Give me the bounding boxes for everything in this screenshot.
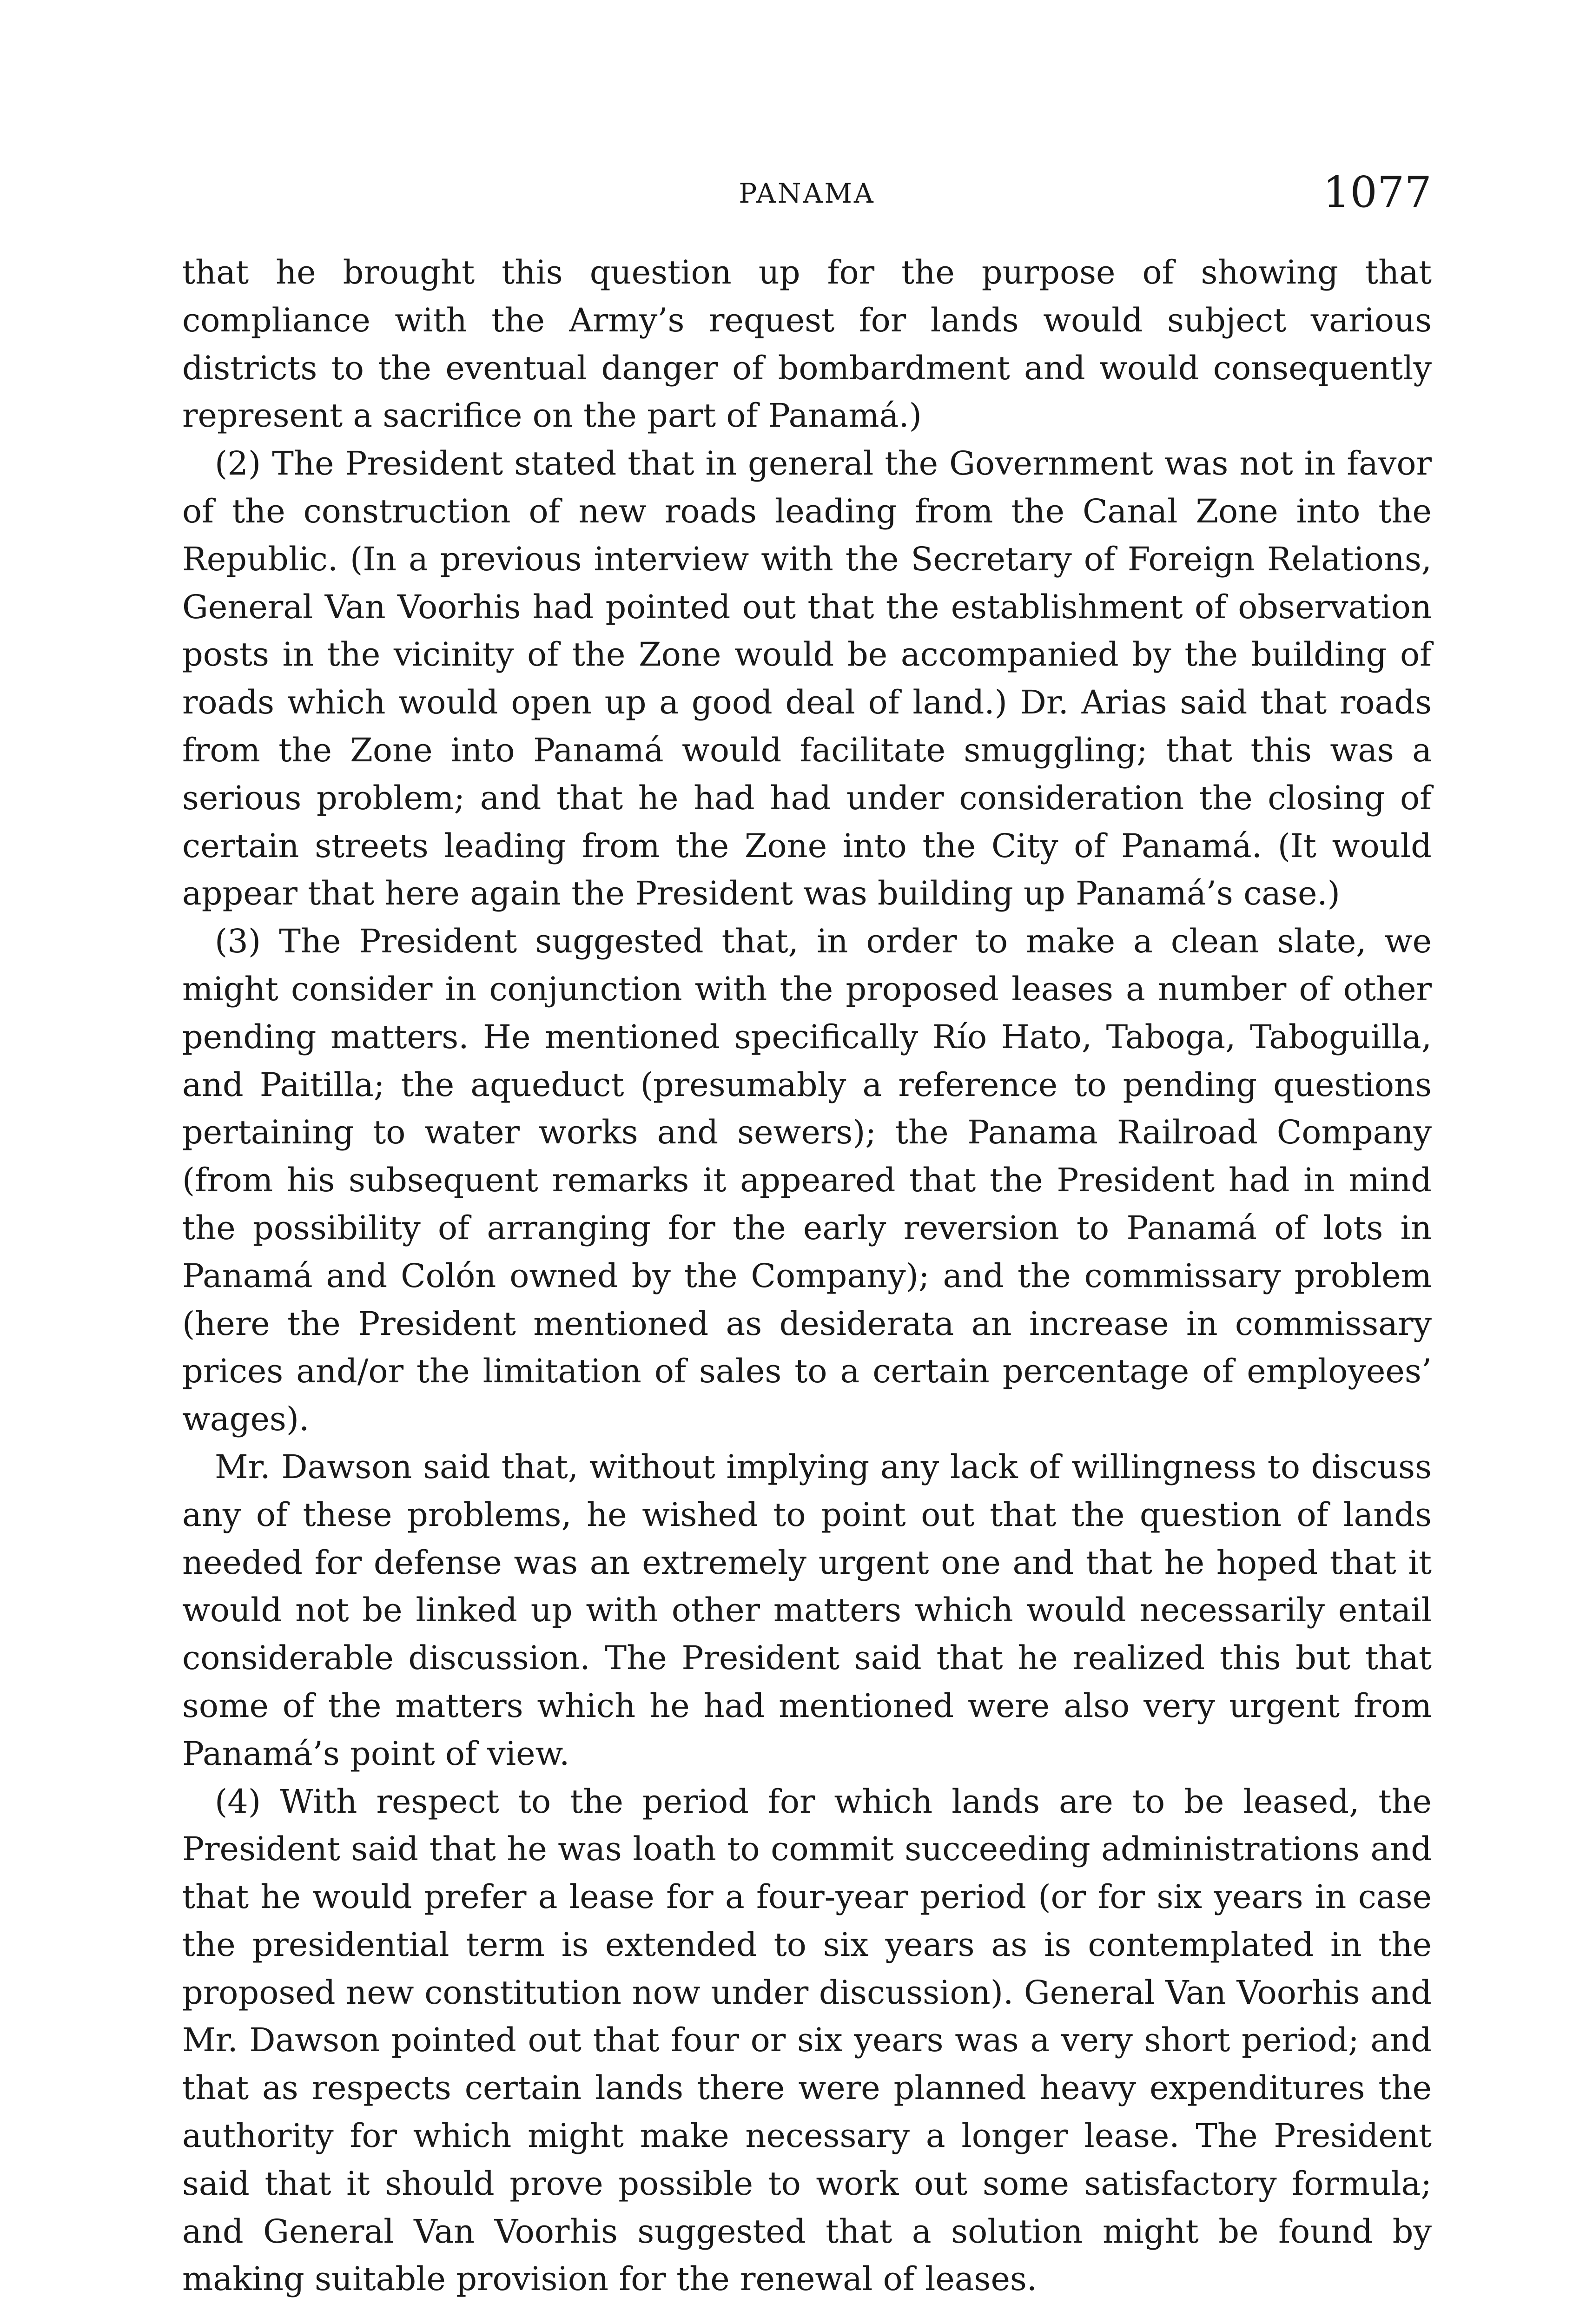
- running-head: [182, 167, 1432, 223]
- paragraph-point-3: (3) The President suggested that, in order to make a clean slate, we might consider in conjunction with the proposed leases a number of other pending matters. He mentioned specifically Río Hato, Taboga, Taboguilla, and Paitilla; the aqueduct (presumably a reference to pending questions pertaining to water works and sewers); the Panama Railroad Company (from his subsequent remarks it appeared that the President had in mind the possibility of arranging for the early reversion to Panamá of lots in Panamá and Colón owned by the Company); and the commissary problem (here the President mentioned as desiderata an increase in commissary prices and/or the limitation of sales to a certain percentage of employees’ wages).: [182, 922, 1432, 1439]
- paragraph-point-2: (2) The President stated that in general the Government was not in favor of the construction of new roads leading from the Canal Zone into the Republic. (In a previous interview with the Secretary of Foreign Relations, General Van Voorhis had pointed out that the establishment of observation posts in the vicinity of the Zone would be accompanied by the building of roads which would open up a good deal of land.) Dr. Arias said that roads from the Zone into Panamá would facilitate smuggling; that this was a serious problem; and that he had had under consideration the closing of certain streets leading from the Zone into the City of Panamá. (It would appear that here again the President was building up Panamá’s case.): [182, 444, 1432, 913]
- paragraph-dawson-reply: Mr. Dawson said that, without implying any lack of willingness to discuss any of these problems, he wished to point out that the question of lands needed for defense was an extremely urgent one and that he hoped that it would not be linked up with other matters which would necessarily entail considerable discussion. The President said that he realized this but that some of the matters which he had mentioned were also very urgent from Panamá’s point of view.: [182, 1447, 1432, 1773]
- paragraph-point-4: (4) With respect to the period for which lands are to be leased, the President said that he was loath to commit succeeding administrations and that he would prefer a lease for a four-year period (or for six years in case the presidential term is extended to six years as is contemplated in the proposed new constitution now under discussion). General Van Voorhis and Mr. Dawson pointed out that four or six years was a very short period; and that as respects certain lands there were planned heavy expenditures the authority for which might make necessary a longer lease. The President said that it should prove possible to work out some satisfactory formula; and General Van Voorhis suggested that a solution might be found by making suitable provision for the renewal of leases.: [182, 1782, 1432, 2298]
- page-number: 1077: [1322, 167, 1432, 217]
- running-title: PANAMA: [739, 178, 875, 209]
- body-text: [182, 249, 1432, 2303]
- paragraph-continuation: that he brought this question up for the purpose of showing that compliance with the Army’s request for lands would subject various districts to the eventual danger of bombardment and would consequently represent a sacrifice on the part of Panamá.): [182, 253, 1432, 435]
